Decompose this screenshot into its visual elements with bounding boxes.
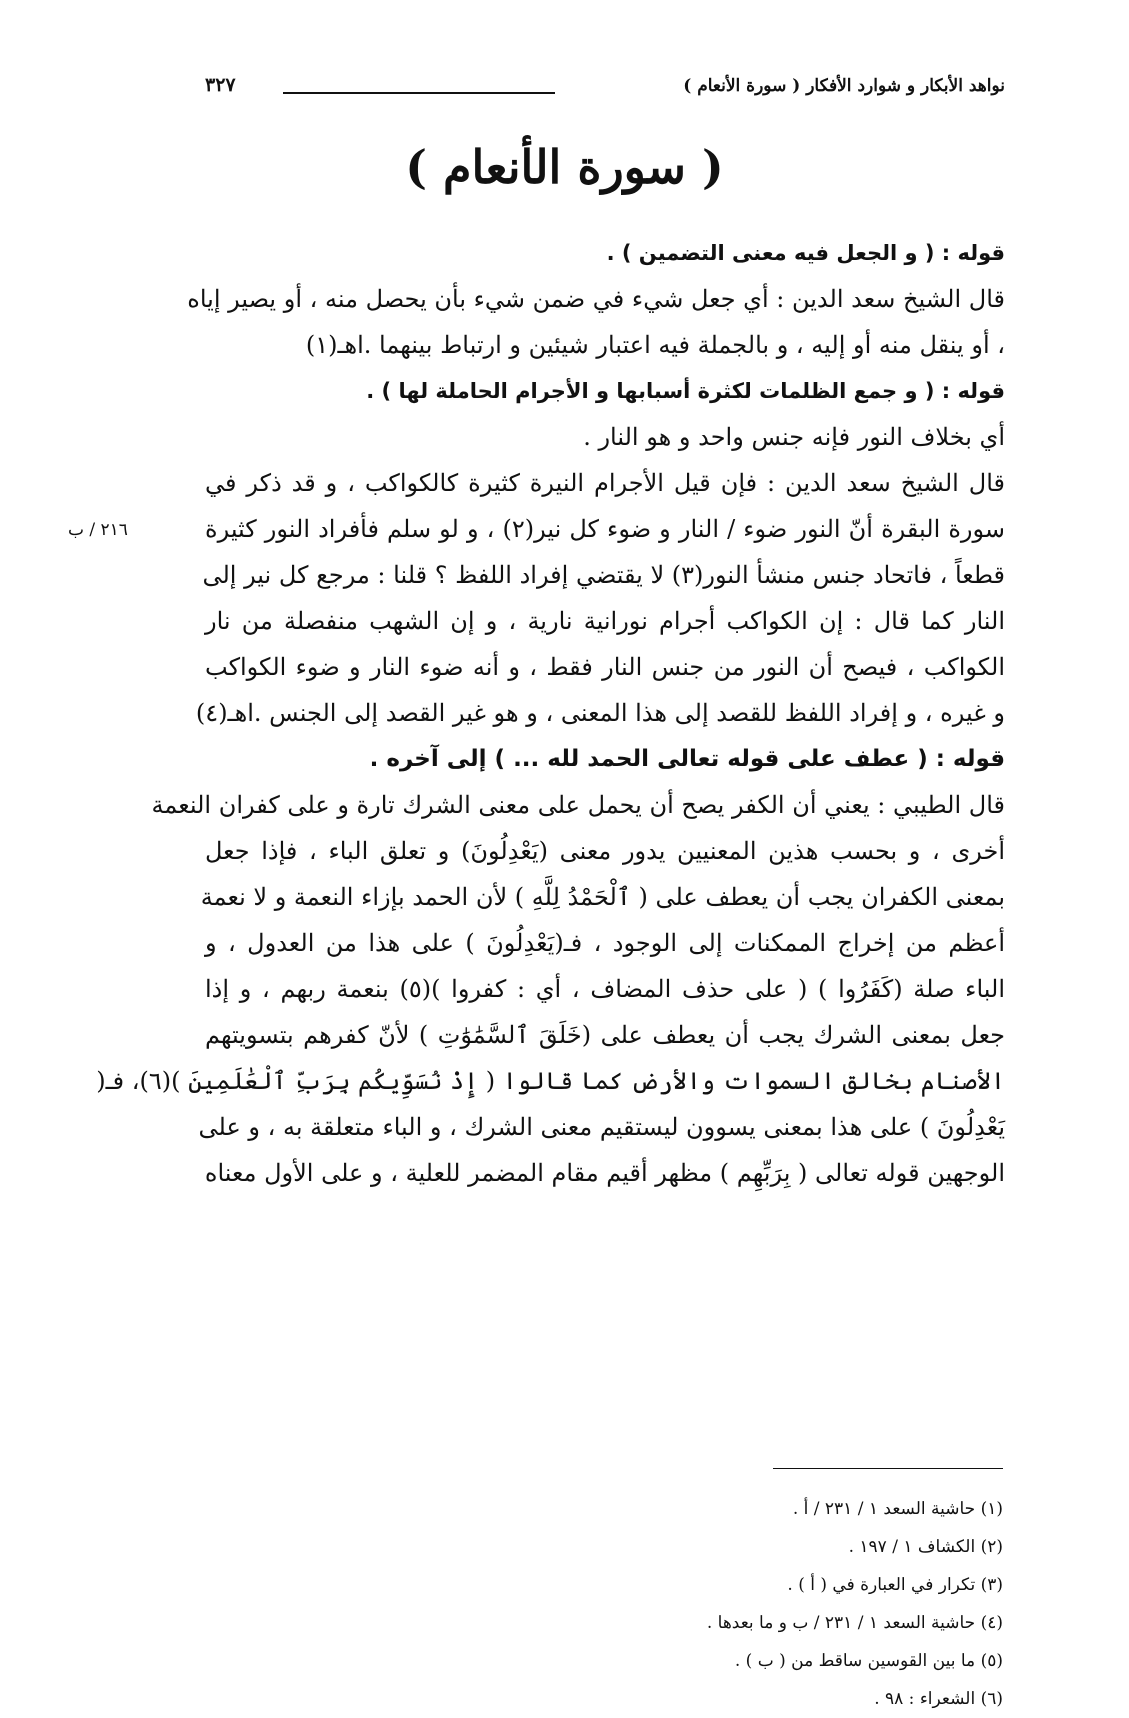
- footnote: (٥) ما بين القوسين ساقط من ( ب ) .: [734, 1651, 1003, 1671]
- text-line: النار كما قال : إن الكواكب أجرام نورانية نارية ، و إن الشهب منفصلة من نار: [205, 607, 1006, 635]
- text-line: أعظم من إخراج الممكنات إلى الوجود ، فـ(يَعْدِلُونَ ) على هذا من العدول ، و: [205, 929, 1006, 957]
- footnote: (٤) حاشية السعد ١ / ٢٣١ / ب و ما بعدها .: [706, 1613, 1003, 1633]
- heading-line: قوله : ( و جمع الظلمات لكثرة أسبابها و الأجرام الحاملة لها ) .: [366, 379, 1005, 403]
- text-line: أخرى ، و بحسب هذين المعنيين يدور معنى (يَعْدِلُونَ) و تعلق الباء ، فإذا جعل: [205, 837, 1005, 865]
- text-line: أي بخلاف النور فإنه جنس واحد و هو النار .: [583, 423, 1005, 451]
- text-line: و غيره ، و إفراد اللفظ للقصد إلى هذا المعنى ، و هو غير القصد إلى الجنس .اهـ(٤): [195, 699, 1005, 727]
- page-header: [205, 70, 1005, 106]
- text-line: بمعنى الكفران يجب أن يعطف على ( ٱلْحَمْدُ لِلَّهِ ) لأن الحمد بإزاء النعمة و لا نعمة: [200, 883, 1005, 911]
- heading-line: قوله : ( و الجعل فيه معنى التضمين ) .: [606, 241, 1005, 265]
- footnote: (٢) الكشاف ١ / ١٩٧ .: [848, 1537, 1003, 1557]
- page-number: ٣٢٧: [205, 74, 236, 96]
- surah-title: ( سورة الأنعام ): [405, 140, 724, 194]
- text-line: يَعْدِلُونَ ) على هذا بمعنى يسوون ليستقيم معنى الشرك ، و الباء متعلقة به ، و على: [198, 1113, 1005, 1141]
- text-line: قال الطيبي : يعني أن الكفر يصح أن يحمل على معنى الشرك تارة و على كفران النعمة: [151, 791, 1005, 819]
- text-line: الباء صلة (كَفَرُوا ) ( على حذف المضاف ، أي : كفروا )(٥) بنعمة ربهم ، و إذا: [205, 975, 1005, 1003]
- footnote: (١) حاشية السعد ١ / ٢٣١ / أ .: [792, 1499, 1003, 1519]
- text-line: الكواكب ، فيصح أن النور من جنس النار فقط ، و أنه ضوء النار و ضوء الكواكب: [205, 653, 1005, 681]
- text-line: الأصنام بخالق السموات والأرض كما قالوا ( إِذْ نُسَوِّيكُم بِرَبِّ ٱلْعَٰلَمِينَ )(٦)، فـ(: [96, 1067, 1005, 1095]
- header-rule: [283, 92, 555, 94]
- footnote: (٦) الشعراء : ٩٨ .: [874, 1689, 1003, 1709]
- text-line: قال الشيخ سعد الدين : أي جعل شيء في ضمن شيء بأن يحصل منه ، أو يصير إياه: [187, 285, 1005, 313]
- footnote-separator: [773, 1468, 1003, 1469]
- manuscript-folio-note: ٢١٦ / ب: [68, 520, 128, 540]
- text-line: سورة البقرة أنّ النور ضوء / النار و ضوء كل نير(٢) ، و لو سلم فأفراد النور كثيرة: [205, 515, 1006, 543]
- text-line: قال الشيخ سعد الدين : فإن قيل الأجرام النيرة كثيرة كالكواكب ، و قد ذكر في: [205, 469, 1005, 497]
- text-line: قطعاً ، فاتحاد جنس منشأ النور(٣) لا يقتضي إفراد اللفظ ؟ قلنا : مرجع كل نير إلى: [202, 561, 1005, 589]
- running-title: نواهد الأبكار و شوارد الأفكار ( سورة الأنعام ): [683, 76, 1005, 96]
- heading-line: قوله : ( عطف على قوله تعالى الحمد لله ... ) إلى آخره .: [369, 746, 1005, 772]
- text-line: ، أو ينقل منه أو إليه ، و بالجملة فيه اعتبار شيئين و ارتباط بينهما .اهـ(١): [305, 331, 1005, 359]
- text-line: الوجهين قوله تعالى ( بِرَبِّهِم ) مظهر أقيم مقام المضمر للعلية ، و على الأول معناه: [204, 1159, 1005, 1187]
- text-line: جعل بمعنى الشرك يجب أن يعطف على (خَلَقَ ٱلسَّمَٰوَٰتِ ) لأنّ كفرهم بتسويتهم: [205, 1021, 1005, 1049]
- footnotes: [503, 1490, 1003, 1718]
- footnote: (٣) تكرار في العبارة في ( أ ) .: [787, 1575, 1003, 1595]
